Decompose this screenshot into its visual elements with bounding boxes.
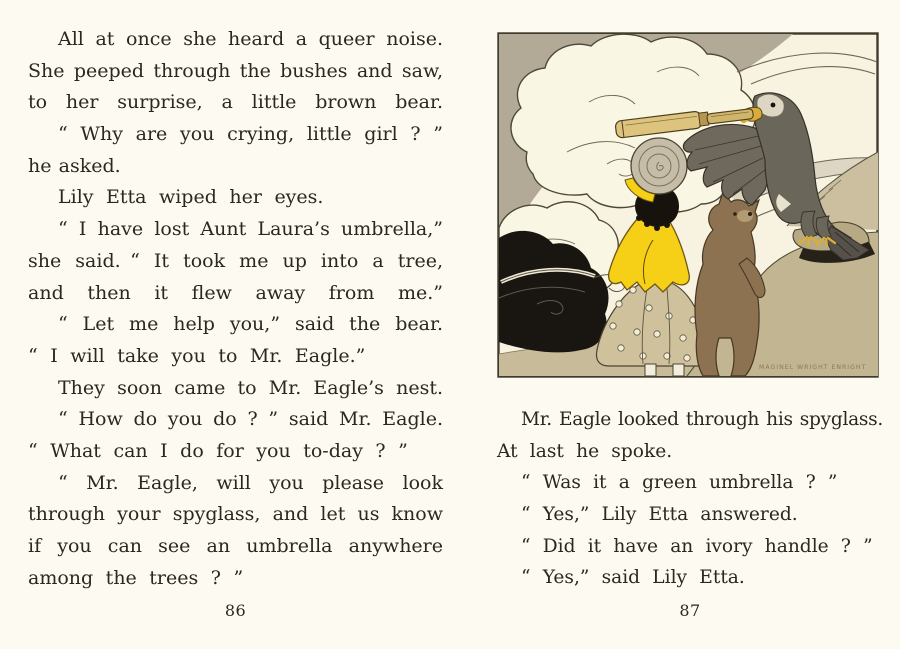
text-line: “ What can I do for you to-day ? ” <box>28 439 408 462</box>
text-line: “ Yes,” said Lily Etta. <box>521 567 745 589</box>
text-line: They soon came to Mr. Eagle’s nest. <box>58 376 443 399</box>
left-page-text <box>28 24 443 594</box>
page-number-right: 87 <box>679 601 701 620</box>
text-line: “ Yes,” Lily Etta answered. <box>521 504 798 526</box>
text-line: she said. “ It took me up into a tree, <box>28 249 443 272</box>
text-line: Lily Etta wiped her eyes. <box>58 186 324 209</box>
text-line: “ Was it a green umbrella ? ” <box>521 472 838 494</box>
text-line: “ Did it have an ivory handle ? ” <box>521 535 873 557</box>
text-line: At last he spoke. <box>497 440 673 462</box>
text-line: “ Why are you crying, little girl ? ” <box>58 123 443 146</box>
girl-stocking <box>673 364 684 376</box>
bear-muzzle <box>737 210 753 222</box>
text-line: “ I will take you to Mr. Eagle.” <box>28 344 366 367</box>
right-page-text <box>497 404 883 594</box>
eagle-eye <box>771 103 776 108</box>
artist-signature: MAGINEL WRIGHT ENRIGHT <box>759 364 867 371</box>
text-line: among the trees ? ” <box>28 566 244 589</box>
text-line: he asked. <box>28 154 121 177</box>
text-line: and then it flew away from me.” <box>28 281 443 304</box>
text-line: “ I have lost Aunt Laura’s umbrella,” <box>58 218 443 241</box>
text-line: to her surprise, a little brown bear. <box>28 91 443 114</box>
text-line: All at once she heard a queer noise. <box>58 28 443 50</box>
text-line: through your spyglass, and let us know <box>28 503 443 526</box>
text-line: She peeped through the bushes and saw, <box>28 59 443 82</box>
girl-stocking <box>645 364 656 376</box>
text-line: “ How do you do ? ” said Mr. Eagle. <box>58 408 443 431</box>
text-line: if you can see an umbrella anywhere <box>28 535 443 557</box>
text-line: Mr. Eagle looked through his spyglass. <box>521 409 883 430</box>
story-illustration <box>497 32 879 378</box>
text-line: “ Let me help you,” said the bear. <box>58 313 443 336</box>
text-line: “ Mr. Eagle, will you please look <box>58 471 443 494</box>
page-number-left: 86 <box>224 601 247 620</box>
